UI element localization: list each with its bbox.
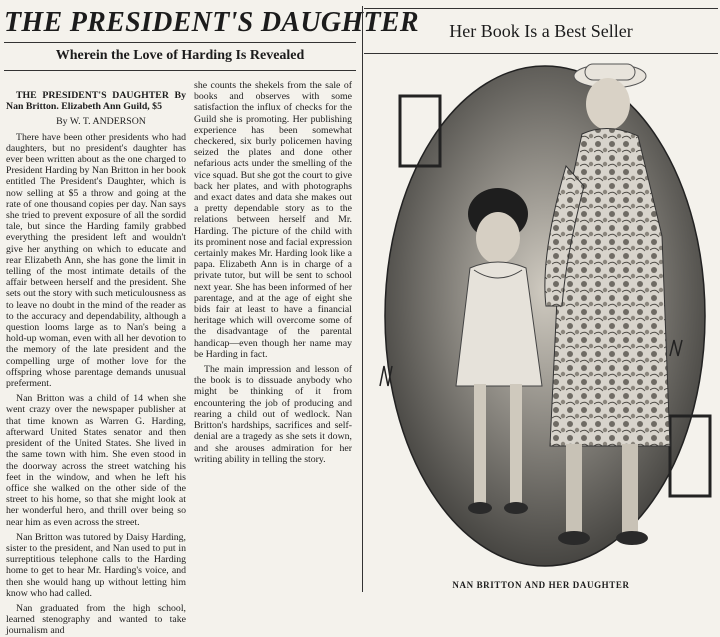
column-divider	[362, 6, 363, 592]
photo-illustration	[370, 56, 716, 576]
byline: By W. T. ANDERSON	[56, 116, 146, 128]
photo-caption: NAN BRITTON AND HER DAUGHTER	[452, 580, 630, 590]
headline: THE PRESIDENT'S DAUGHTER	[4, 7, 419, 38]
article-paragraph: she counts the shekels from the sale of books and observes with some satisfaction the influx of checks for the Guild she is promoting. Her publishing experience has been somewhat checkered, six burly policemen having seized the plates and done other nefarious acts under the smelling of the vice squad. But she got the court to give back her plates, and with photographs and exact dates and data she makes out a pretty dependable story as to the relations between herself and Mr. Harding. The picture of the child with its prominent nose and facial expression certainly makes Mr. Harding look like a papa. Elizabeth Ann is in charge of a private tutor, but will be sent to school next year. She has been informed of her parentage, and at the age of eight she bids fair at least to have a financial heritage which will overcome some of the disadvantage of the parental handicap—even though her name may be Harding in fact.	[194, 80, 352, 360]
photo-panel-title: Her Book Is a Best Seller	[364, 8, 718, 54]
article-paragraph: Nan graduated from the high school, learned stenography and wanted to take journalism and	[6, 602, 186, 637]
article-paragraph: Nan Britton was tutored by Daisy Harding, sister to the president, and Nan used to put in surreptitious telephone calls to the Harding home to get to hear Mr. Harding's voice, and then she would hang up without letting him know who had called.	[6, 531, 186, 599]
article-paragraph: The main impression and lesson of the book is to dissuade anybody who might be thinking of it from encountering the job of producing and rearing a child out of wedlock. Nan Britton's hardships, sacrifices and self-denial are a tragedy as she sets it down, and she arouses admiration for her writing ability in telling the story.	[194, 364, 352, 465]
article-column-2	[194, 80, 352, 465]
headline-rule	[4, 42, 356, 43]
article-paragraph: Nan Britton was a child of 14 when she went crazy over the newspaper publisher at that time known as Warren G. Harding, afterward United States senator and then president of the United States. She lived in the same town with him. She even stood in the doorway across the street watching his feet in the window, and when he left his office she walked on the other side of the street to his home, so that she might look at her wonderful hero, and thrill over being so near him as even across the street.	[6, 393, 186, 528]
subhead-rule	[4, 70, 356, 71]
article-column-1	[6, 90, 186, 637]
book-line: THE PRESIDENT'S DAUGHTER By Nan Britton. Elizabeth Ann Guild, $5	[6, 90, 186, 113]
subheadline: Wherein the Love of Harding Is Revealed	[55, 48, 305, 63]
article-paragraph: There have been other presidents who had daughters, but no president's daughter has ever been written about as the one charged to President Harding by Nan Britton in her book entitled The President's Daughter, which is now selling at $5 a throw and going at the rate of one thousand copies per day. Nan says she tried to prevent exposure of all the sordid tale, but since the Harding family grabbed everything the president left and wouldn't give her anything on which to educate and rear Elizabeth Ann, she has gone the limit in telling of the most intimate details of the affair between herself and the president. She sets out the story with such meticulousness as to leave no doubt in the mind of the reader as to the accuracy and dependability, although a question looms large as to Nan's being a hold-up woman, even with all her devotion to the memory of the late president and the compelling urge of mother love for the offspring whose parentage demands unusual preferment.	[6, 131, 186, 390]
